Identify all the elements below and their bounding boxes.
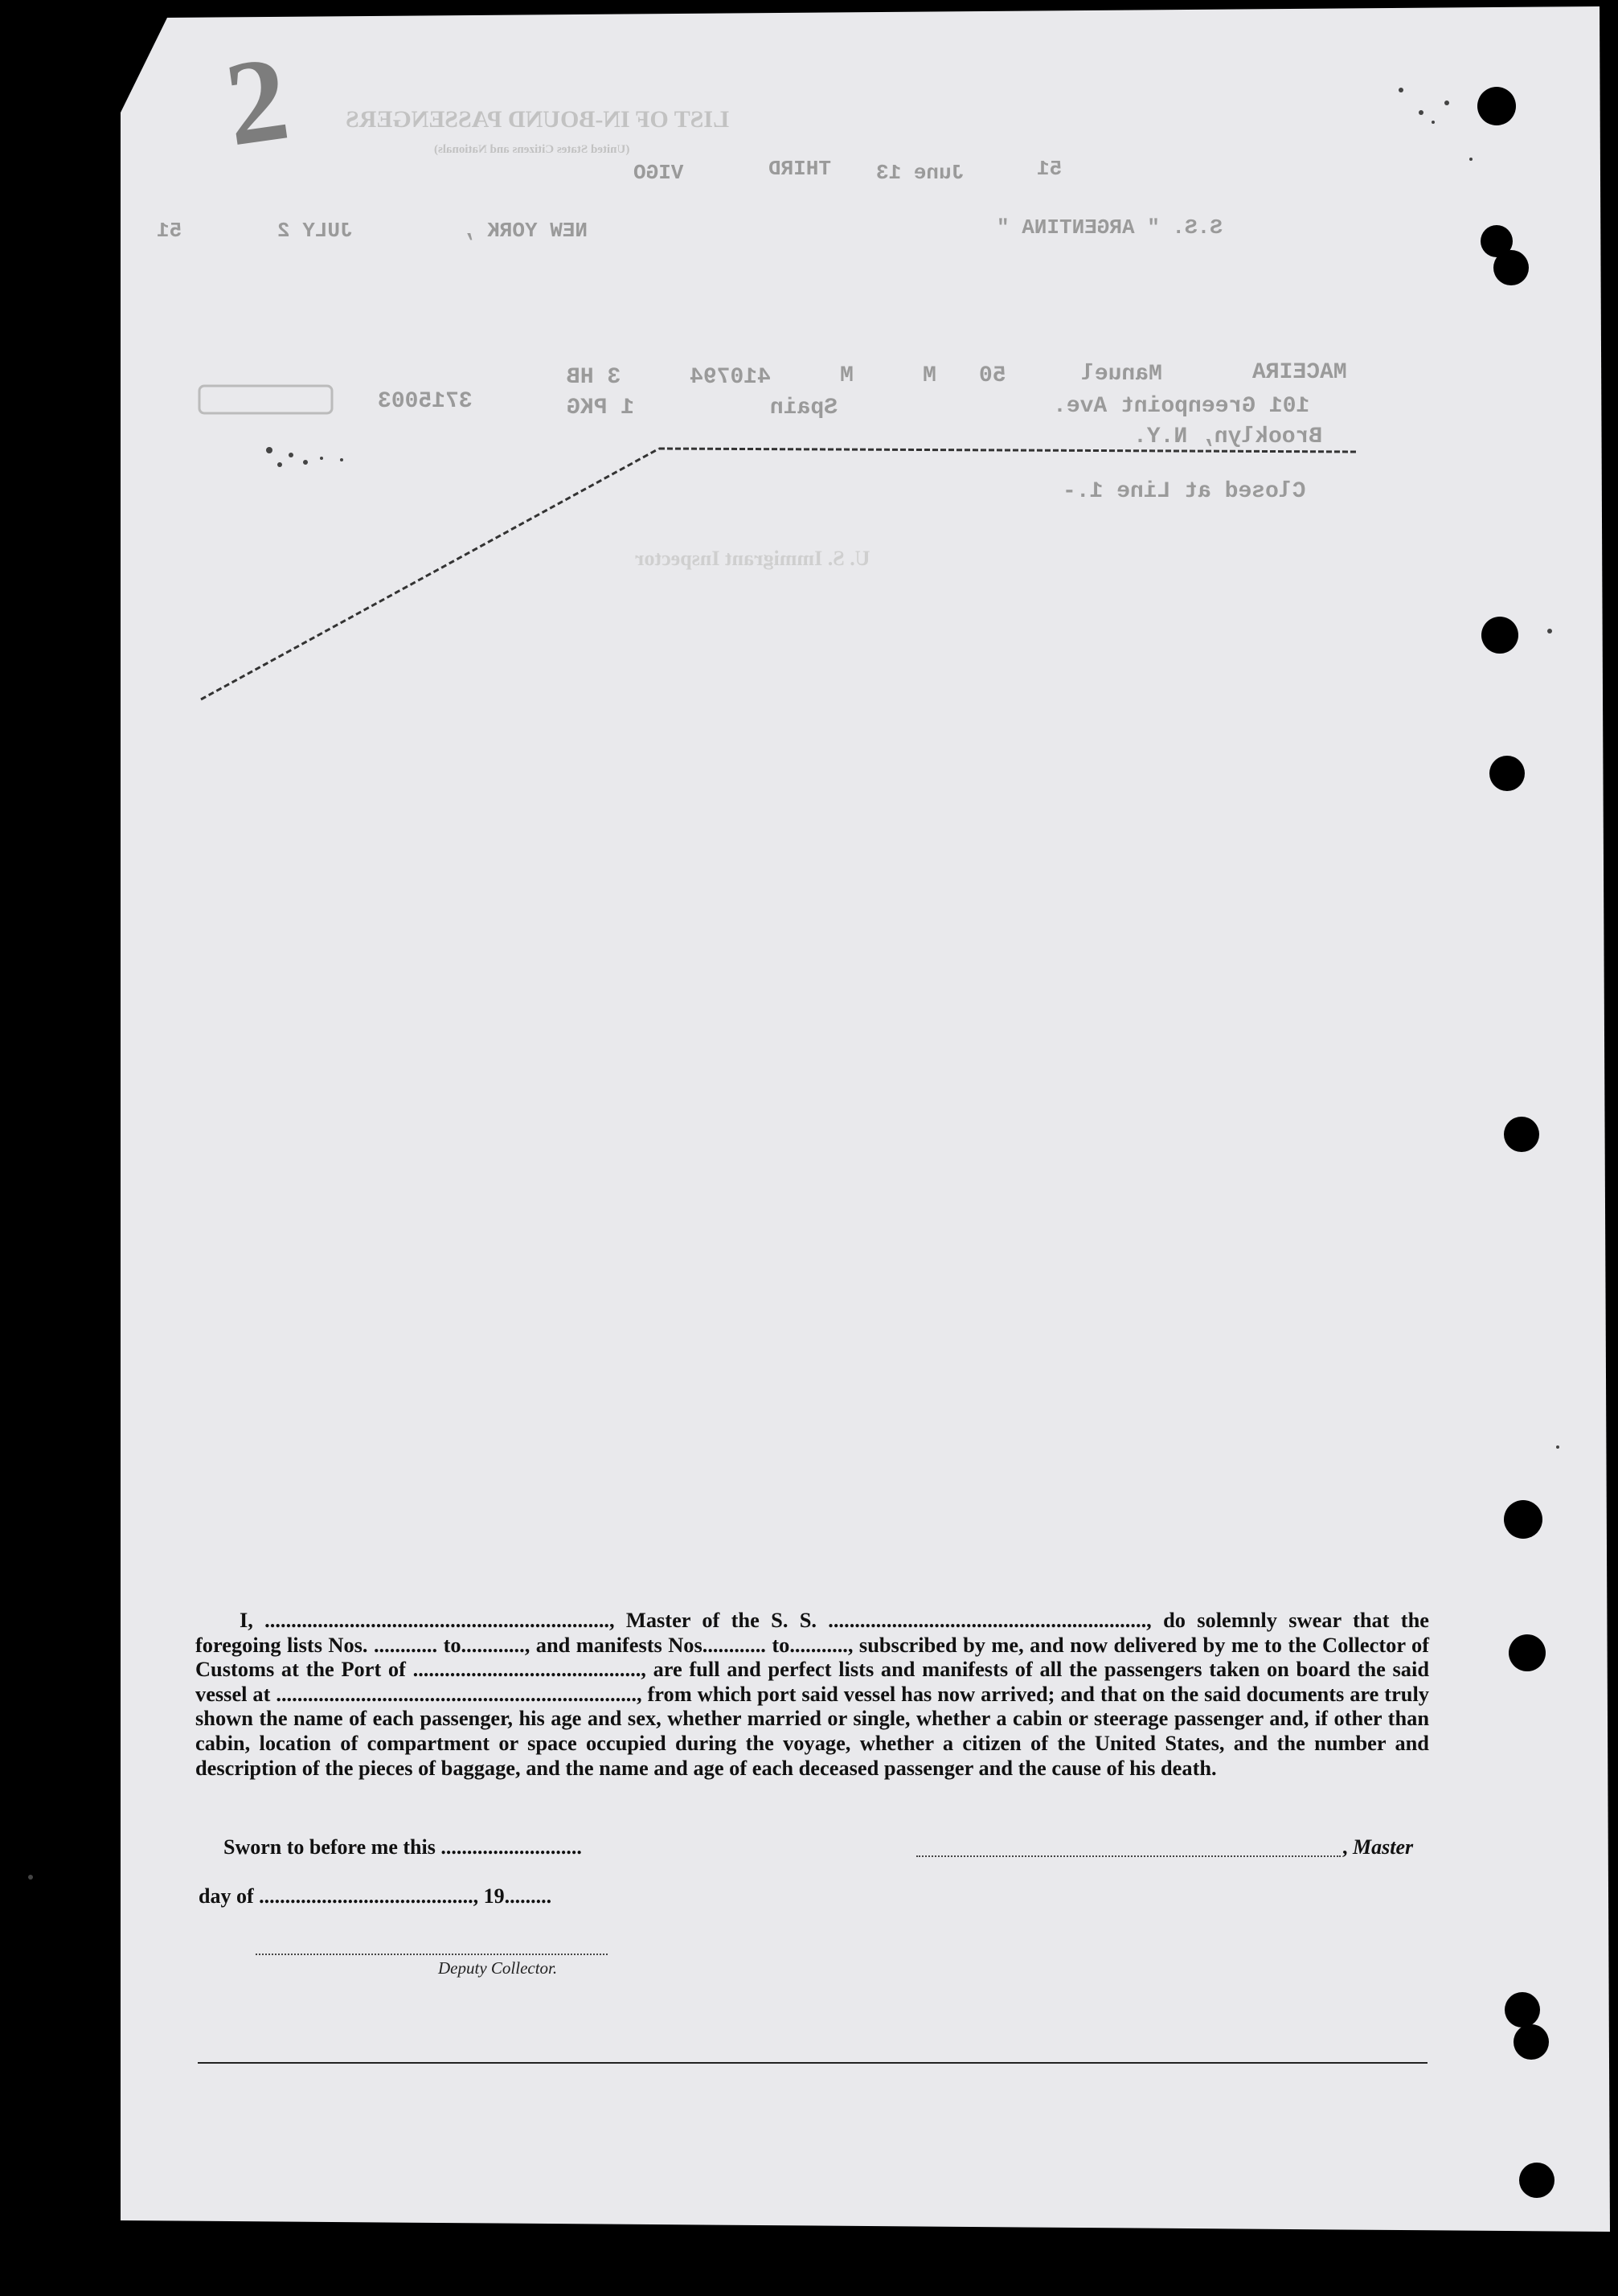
bottom-rule [198, 2062, 1428, 2064]
passenger-age: 50 [979, 363, 1006, 388]
master-signature-line [916, 1855, 1341, 1857]
departure-date: June 13 [876, 161, 965, 185]
passenger-birthplace: Spain [770, 396, 838, 420]
inspector-label: U. S. Immigrant Inspector [635, 547, 870, 570]
class-value: THIRD [768, 157, 832, 181]
form-subtitle: (United States Citizens and Nationals) [434, 143, 630, 156]
deputy-signature-line [256, 1954, 608, 1955]
arrival-port: NEW YORK , [462, 219, 588, 243]
day-of-label: day of ........................................., 19......... [199, 1884, 552, 1908]
closing-note: Closed at Line 1.- [1063, 479, 1306, 504]
stamp-number: 2 [217, 31, 297, 172]
master-label: Master [1353, 1835, 1414, 1859]
form-title: LIST OF IN-BOUND PASSENGERS [346, 106, 730, 133]
passenger-number: 410794 [690, 365, 771, 390]
arrival-year: 51 [157, 219, 182, 243]
passenger-pieces-2: 1 PKG [567, 396, 635, 420]
from-port: VIGO [633, 161, 684, 185]
vessel-name: S.S. " ARGENTINA " [997, 215, 1223, 240]
passenger-surname: MACEIRA [1252, 360, 1347, 385]
passenger-marital: M [840, 363, 854, 388]
passenger-given-name: Manuel [1081, 362, 1162, 387]
passenger-address-1: 101 Greenpoint Ave. [1053, 394, 1310, 419]
arrival-date: JULY 2 [277, 219, 353, 243]
passenger-ref-number: 3715003 [378, 389, 473, 414]
passenger-pieces: 3 HB [567, 365, 621, 390]
passenger-sex: M [923, 363, 936, 388]
passenger-address-2: Brooklyn, N.Y. [1133, 424, 1323, 449]
departure-year: 51 [1037, 157, 1063, 181]
sworn-label: Sworn to before me this ........................... [223, 1835, 582, 1859]
oath-text: I, ................................................................., Master of the S. S. ............................................................, do solemnly swear that the foregoing lists Nos. ............ to............, and manifests Nos............ to..........., subscribed by me, and now delivered by me to the Collector of Customs at the Port of ..........................................., are full and perfect lists and manifests of all the passengers taken on board the said vessel at ...................................................................., from which port said vessel has now arrived; and that on the said documents are truly shown the name of each passenger, his age and sex, whether married or single, whether a cabin or steerage passenger and, if other than cabin, location of compartment or space occupied during the voyage, whether a citizen of the United States, and the number and description of the pieces of baggage, and the name and age of each deceased passenger and the cause of his death. [195, 1608, 1429, 1780]
master-label-wrap: , Master [1342, 1835, 1414, 1859]
oath-paragraph [195, 1608, 1429, 1780]
deputy-collector-label: Deputy Collector. [438, 1958, 558, 1978]
